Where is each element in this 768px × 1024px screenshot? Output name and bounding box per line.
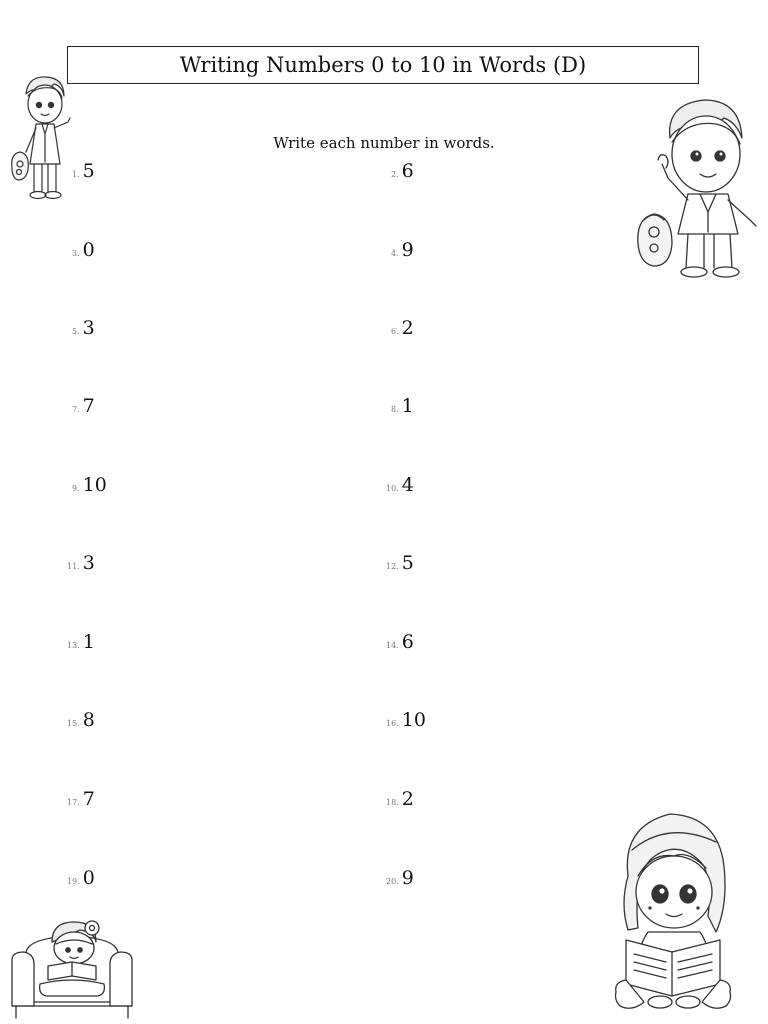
problem-number: 17.: [67, 798, 80, 807]
problem-4: [391, 239, 414, 261]
problem-number: 18.: [386, 798, 399, 807]
problem-value: 10: [401, 709, 426, 731]
problem-value: 5: [82, 160, 95, 182]
problem-13: [67, 631, 95, 653]
problem-value: 9: [401, 239, 414, 261]
worksheet-title: [67, 46, 699, 84]
problem-12: [386, 552, 414, 574]
problem-6: [391, 317, 414, 339]
problem-value: 9: [401, 867, 414, 889]
child-reading-in-chair-icon: [8, 914, 136, 1020]
problem-value: 3: [82, 552, 95, 574]
problem-number: 20.: [386, 877, 399, 886]
problem-16: [386, 709, 426, 731]
problem-value: 8: [82, 709, 95, 731]
problem-11: [67, 552, 95, 574]
worksheet-title-text: Writing Numbers 0 to 10 in Words (D): [179, 53, 587, 77]
problem-number: 15.: [67, 719, 80, 728]
problem-value: 0: [82, 867, 95, 889]
problem-10: [386, 474, 414, 496]
problem-value: 0: [82, 239, 95, 261]
problem-3: [72, 239, 95, 261]
problem-number: 13.: [67, 641, 80, 650]
problem-15: [67, 709, 95, 731]
problem-value: 7: [82, 395, 95, 417]
problem-number: 9.: [72, 484, 80, 493]
problem-value: 3: [82, 317, 95, 339]
problem-value: 6: [401, 160, 414, 182]
problem-value: 1: [82, 631, 95, 653]
problem-value: 6: [401, 631, 414, 653]
problem-7: [72, 395, 95, 417]
problem-20: [386, 867, 414, 889]
problem-number: 10.: [386, 484, 399, 493]
problem-value: 2: [401, 788, 414, 810]
problem-value: 10: [82, 474, 107, 496]
boy-waving-large-icon: [632, 94, 760, 284]
problem-number: 4.: [391, 249, 399, 258]
problem-8: [391, 395, 414, 417]
problem-19: [67, 867, 95, 889]
problem-number: 5.: [72, 327, 80, 336]
problem-5: [72, 317, 95, 339]
problem-value: 4: [401, 474, 414, 496]
girl-reading-book-icon: [608, 806, 738, 1016]
worksheet-instructions: Write each number in words.: [273, 134, 495, 152]
problem-number: 6.: [391, 327, 399, 336]
problem-value: 5: [401, 552, 414, 574]
problem-number: 8.: [391, 405, 399, 414]
problem-2: [391, 160, 414, 182]
problem-9: [72, 474, 107, 496]
problem-number: 19.: [67, 877, 80, 886]
problem-number: 7.: [72, 405, 80, 414]
problem-value: 2: [401, 317, 414, 339]
problem-number: 1.: [72, 170, 80, 179]
problem-number: 12.: [386, 562, 399, 571]
problem-14: [386, 631, 414, 653]
problem-number: 11.: [67, 562, 80, 571]
problem-number: 3.: [72, 249, 80, 258]
problem-17: [67, 788, 95, 810]
problem-value: 7: [82, 788, 95, 810]
boy-waving-icon: [6, 72, 76, 204]
problem-number: 14.: [386, 641, 399, 650]
problem-value: 1: [401, 395, 414, 417]
problem-18: [386, 788, 414, 810]
problem-number: 2.: [391, 170, 399, 179]
problem-number: 16.: [386, 719, 399, 728]
